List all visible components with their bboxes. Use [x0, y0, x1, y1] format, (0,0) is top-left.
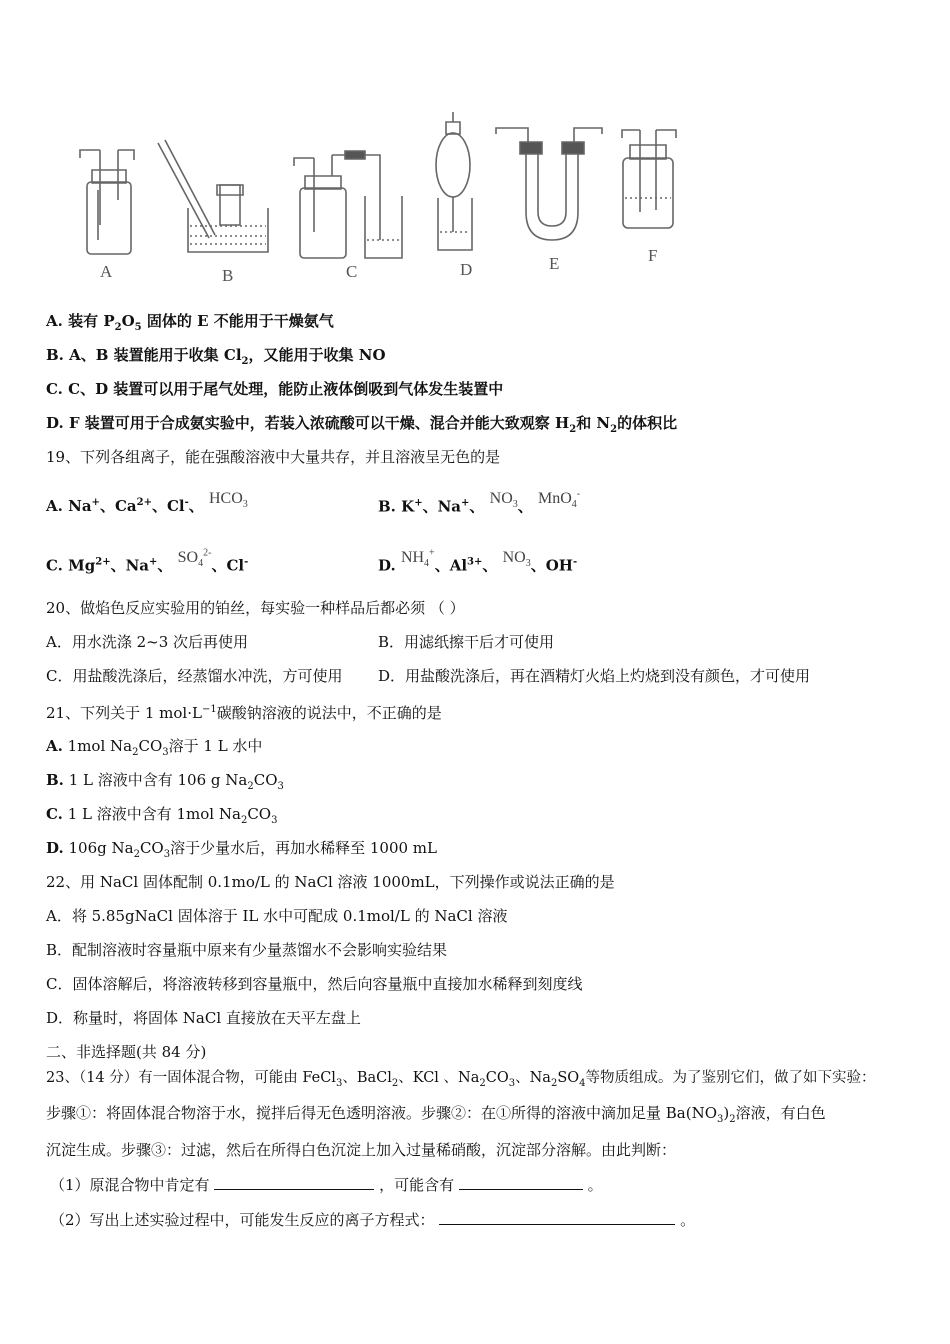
q20-option-a: A．用水洗涤 2~3 次后再使用 [46, 633, 249, 651]
apparatus-c-drawing [294, 151, 402, 258]
q18-option-b: B. A、B 装置能用于收集 $Cl_2$，又能用于收集 NO [46, 346, 386, 367]
apparatus-f-drawing [622, 130, 676, 228]
q22-option-c: C．固体溶解后，将溶液转移到容量瓶中，然后向容量瓶中直接加水稀释到刻度线 [46, 975, 583, 993]
q22-option-b: B．配制溶液时容量瓶中原来有少量蒸馏水不会影响实验结果 [46, 941, 448, 959]
q21-option-a: A. 1mol $Na_2CO_3$溶于 1 L 水中 [46, 737, 263, 758]
q21-option-b: B. 1 L 溶液中含有 106 g $Na_2CO_3$ [46, 771, 284, 792]
apparatus-e-drawing [496, 128, 602, 240]
q19-option-d: D. $NH_4^+$、$Al^{3+}$、 $NO_3$、OH- [378, 548, 578, 575]
label-f: F [648, 246, 658, 265]
label-c: C [346, 262, 358, 281]
apparatus-a-drawing [80, 150, 134, 254]
q22-stem: 22、用 NaCl 固体配制 0.1mo/L 的 NaCl 溶液 1000mL，下列操作或说法正确的是 [46, 873, 615, 891]
q20-stem: 20、做焰色反应实验用的铂丝，每实验一种样品后都必须 （ ） [46, 599, 465, 617]
q23-subquestion-2: （2）写出上述实验过程中，可能发生反应的离子方程式： 。 [50, 1211, 696, 1229]
q19-option-b: B. K+、Na+、 $NO_3$、 MnO$_4$- [378, 489, 581, 516]
q18-option-d: D. F 装置可用于合成氨实验中，若装入浓硫酸可以干燥、混合并能大致观察 $H_2$和 $N_2$的体积比 [46, 414, 678, 435]
q21-option-d: D. 106g $Na_2CO_3$溶于少量水后，再加水稀释至 1000 mL [46, 839, 437, 860]
q23-line-1: 23、（14 分）有一固体混合物，可能由 FeCl$_3$、BaCl$_2$、KCl 、$Na_2CO_3$、$Na_2SO_4$等物质组成。为了鉴别它们，做了如下实验： [46, 1070, 876, 1089]
apparatus-d-drawing [436, 112, 472, 250]
q22-option-a: A．将 5.85gNaCl 固体溶于 IL 水中可配成 0.1mol/L 的 NaCl 溶液 [46, 907, 508, 925]
q18-option-c: C. C、D 装置可以用于尾气处理，能防止液体倒吸到气体发生装置中 [46, 380, 504, 398]
label-e: E [549, 254, 560, 273]
q23-line-2: 步骤①：将固体混合物溶于水，搅拌后得无色透明溶液。步骤②：在①所得的溶液中滴加足量 $Ba(NO_3)_2$溶液，有白色 [46, 1104, 826, 1125]
label-d: D [460, 260, 473, 279]
q23-line-3: 沉淀生成。步骤③：过滤，然后在所得白色沉淀上加入过量稀硝酸，沉淀部分溶解。由此判断： [46, 1141, 677, 1159]
answer-blank-possible[interactable] [459, 1175, 583, 1190]
q21-option-c: C. 1 L 溶液中含有 1mol $Na_2CO_3$ [46, 805, 278, 826]
q22-option-d: D．称量时，将固体 NaCl 直接放在天平左盘上 [46, 1009, 361, 1027]
q20-option-b: B．用滤纸擦干后才可使用 [378, 633, 555, 651]
q21-stem: 21、下列关于 1 $mol\cdot L^{-1}$碳酸钠溶液的说法中，不正确的是 [46, 704, 442, 722]
apparatus-figure [0, 0, 950, 300]
label-a: A [100, 262, 113, 281]
q19-option-c: C. $Mg^{2+}$、Na+、 $SO_4^{2-}$、Cl- [46, 548, 249, 575]
q23-subquestion-1: （1）原混合物中肯定有 ，可能含有 。 [50, 1176, 603, 1194]
q18-option-a: A. 装有 $P_2O_5$ 固体的 E 不能用于干燥氨气 [46, 312, 334, 333]
q19-stem: 19、下列各组离子，能在强酸溶液中大量共存，并且溶液呈无色的是 [46, 448, 501, 466]
q19-option-a: A. Na+、$Ca^{2+}$、Cl-、 $HCO_3$ [46, 490, 248, 515]
q20-option-c: C．用盐酸洗涤后，经蒸馏水冲洗，方可使用 [46, 667, 343, 685]
section-heading: 二、非选择题(共 84 分) [46, 1043, 207, 1061]
answer-blank-definite[interactable] [214, 1175, 374, 1190]
answer-blank-equation[interactable] [439, 1210, 675, 1225]
q20-option-d: D．用盐酸洗涤后，再在酒精灯火焰上灼烧到没有颜色，才可使用 [378, 667, 811, 685]
label-b: B [222, 266, 234, 285]
apparatus-b-drawing [158, 140, 268, 252]
